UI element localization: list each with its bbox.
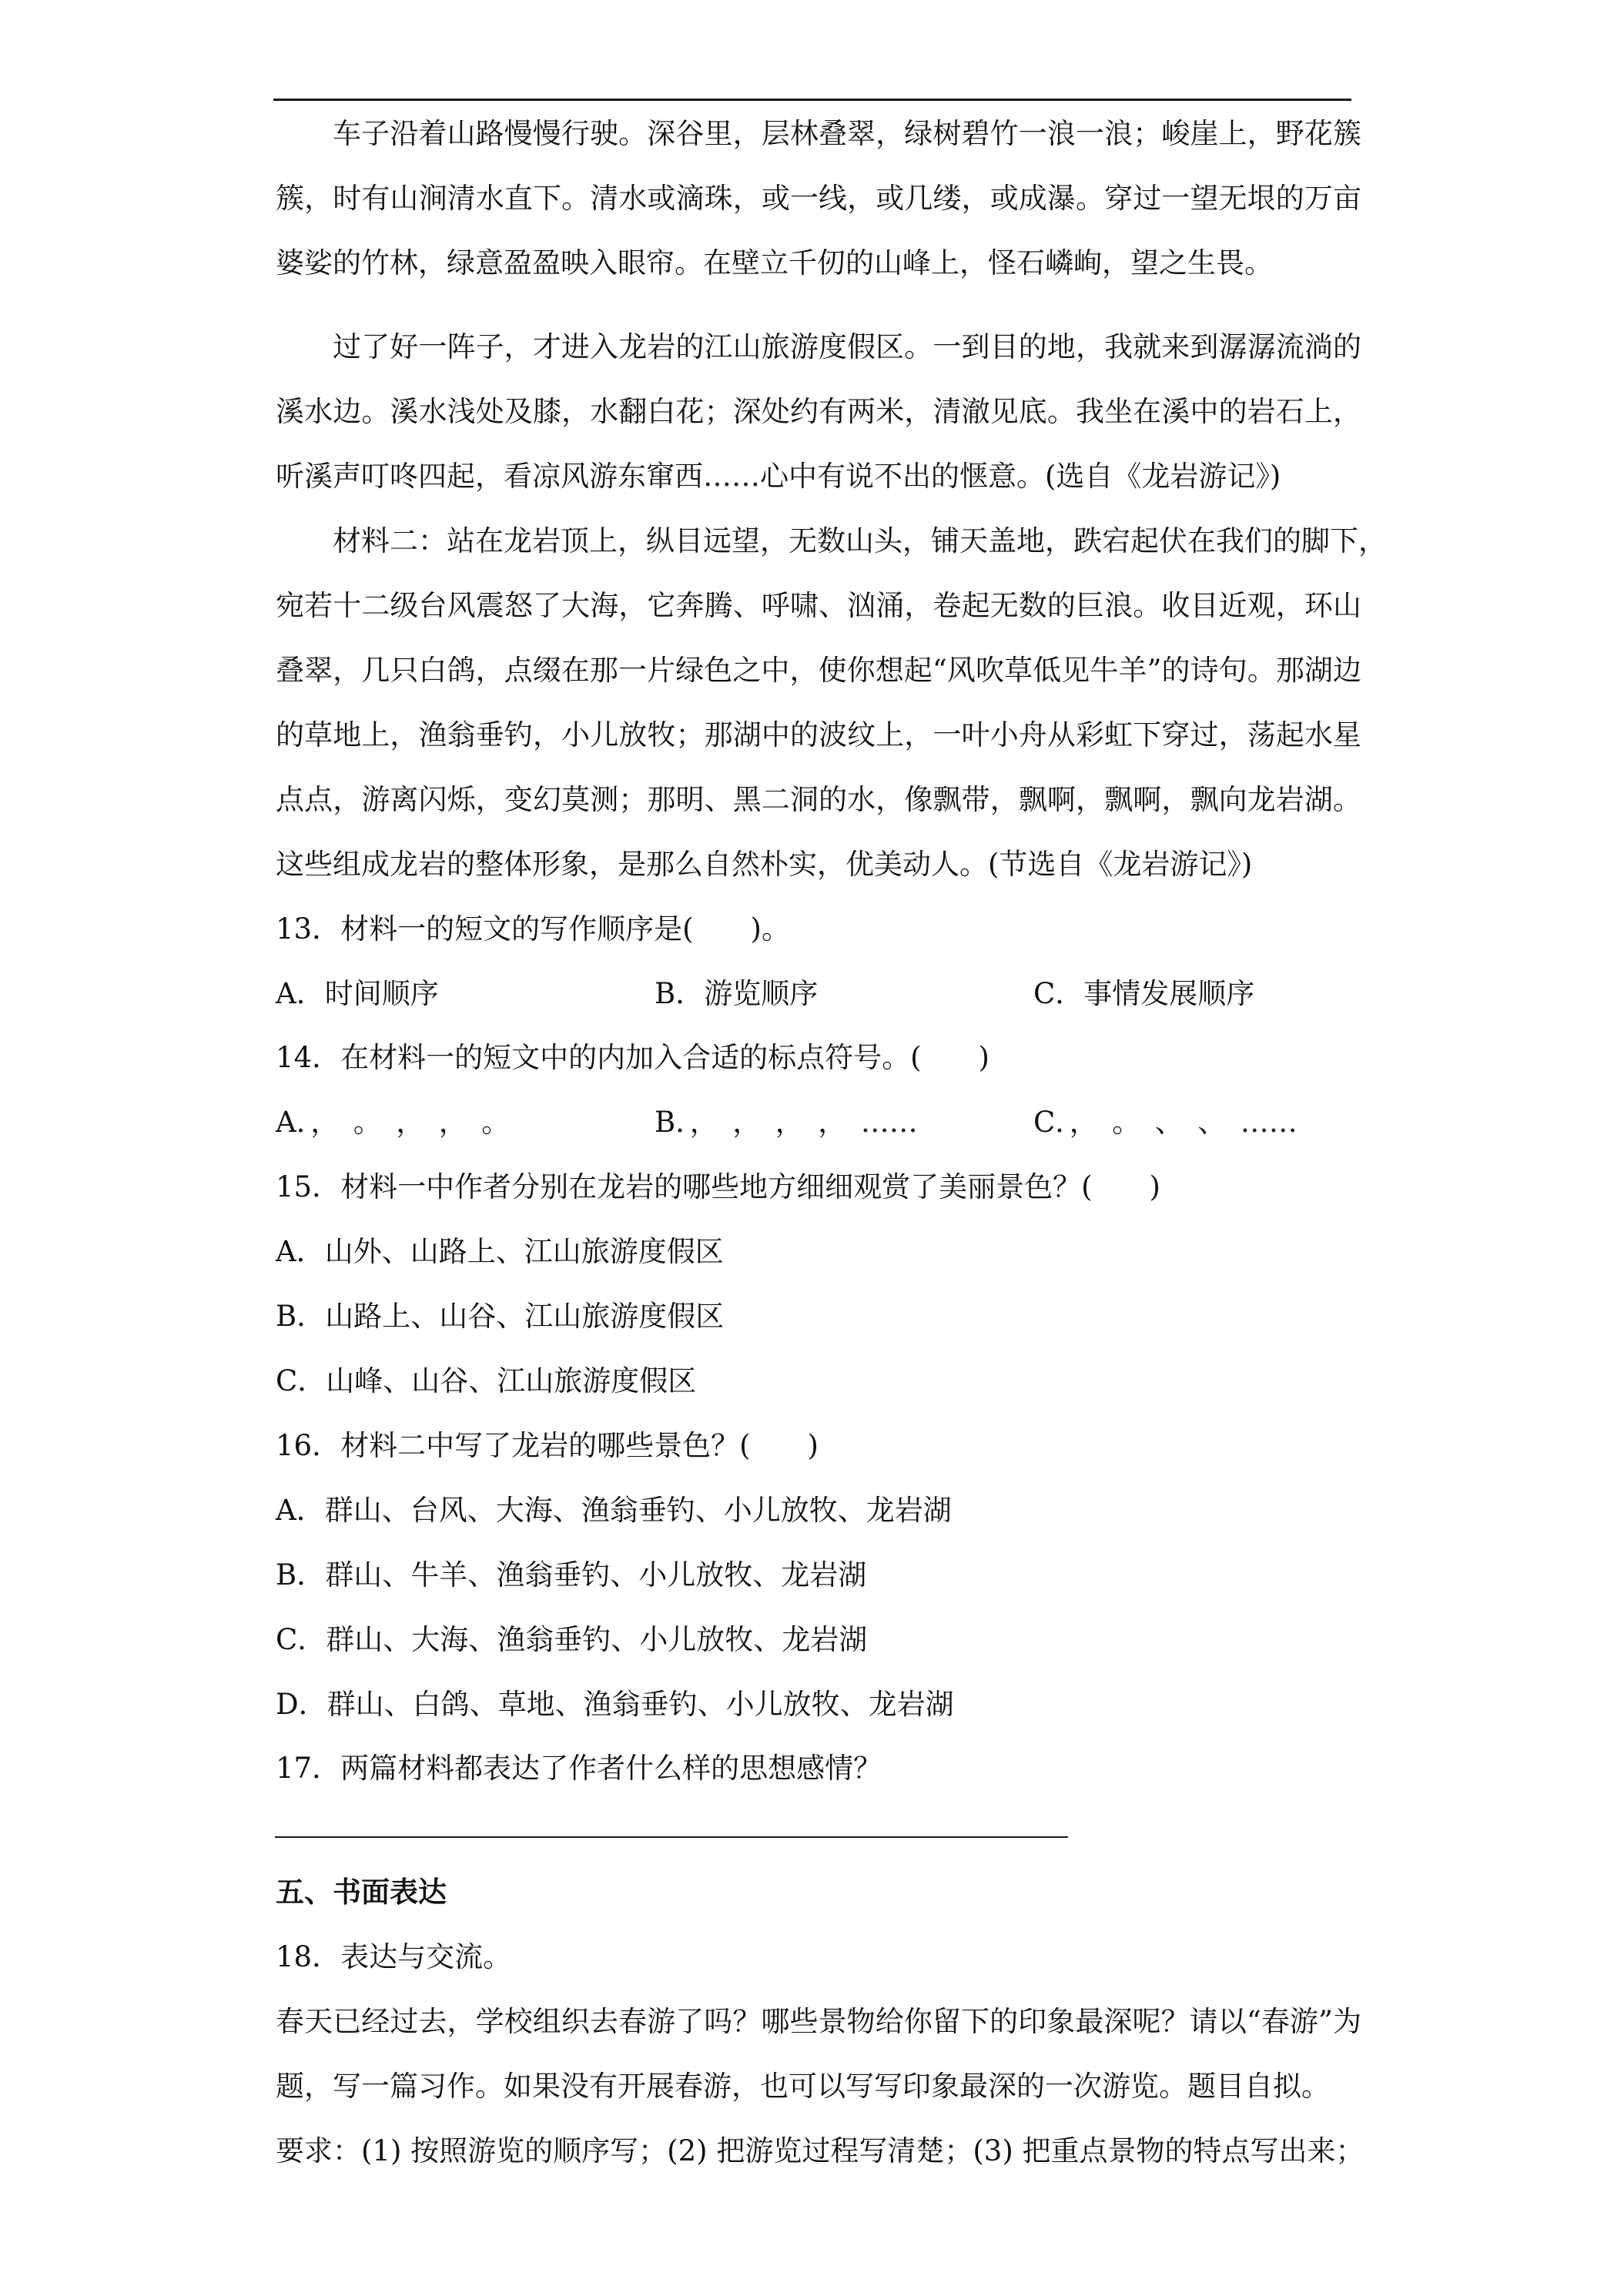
q16-option-d[interactable]: D．群山、白鸽、草地、渔翁垂钓、小儿放牧、龙岩湖 <box>276 1688 954 1721</box>
material1-p1-line1: 车子沿着山路慢慢行驶。深谷里，层林叠翠，绿树碧竹一浪一浪；峻崖上，野花簇 <box>333 117 1361 150</box>
q15-stem: 15．材料一中作者分别在龙岩的哪些地方细细观赏了美丽景色？( ) <box>276 1170 1160 1203</box>
q18-prompt-line1: 春天已经过去，学校组织去春游了吗？哪些景物给你留下的印象最深呢？请以“春游”为 <box>276 2005 1361 2038</box>
q13-option-b[interactable]: B．游览顺序 <box>655 977 819 1010</box>
q15-option-b[interactable]: B．山路上、山谷、江山旅游度假区 <box>276 1300 725 1333</box>
material2-line6: 这些组成龙岩的整体形象，是那么自然朴实，优美动人。(节选自《龙岩游记》) <box>276 848 1253 881</box>
section5-heading: 五、书面表达 <box>276 1876 447 1909</box>
q18-prompt-line2: 题，写一篇习作。如果没有开展春游，也可以写写印象最深的一次游览。题目自拟。 <box>276 2070 1330 2103</box>
q13-option-c[interactable]: C．事情发展顺序 <box>1033 977 1255 1010</box>
q15-option-c[interactable]: C．山峰、山谷、江山旅游度假区 <box>276 1364 697 1397</box>
material2-line5: 点点，游离闪烁，变幻莫测；那明、黑二洞的水，像飘带，飘啊，飘啊，飘向龙岩湖。 <box>276 783 1361 816</box>
q17-answer-line[interactable] <box>275 1836 1068 1838</box>
material2-line1: 材料二：站在龙岩顶上，纵目远望，无数山头，铺天盖地，跌宕起伏在我们的脚下， <box>333 524 1387 557</box>
material1-p2-line1: 过了好一阵子，才进入龙岩的江山旅游度假区。一到目的地，我就来到潺潺流淌的 <box>333 330 1361 363</box>
q18-prompt-line3: 要求：(1) 按照游览的顺序写；(2) 把游览过程写清楚；(3) 把重点景物的特点写出来； <box>276 2134 1364 2167</box>
q14-option-b[interactable]: B．， ， ， ， …… <box>655 1106 918 1139</box>
material1-p1-line2: 簇，时有山涧清水直下。清水或滴珠，或一线，或几缕，或成瀑。穿过一望无垠的万亩 <box>276 182 1361 215</box>
q14-stem: 14．在材料一的短文中的内加入合适的标点符号。( ) <box>276 1041 989 1074</box>
q16-option-b[interactable]: B．群山、牛羊、渔翁垂钓、小儿放牧、龙岩湖 <box>276 1558 867 1591</box>
q16-stem: 16．材料二中写了龙岩的哪些景色？( ) <box>276 1429 819 1462</box>
material2-line2: 宛若十二级台风震怒了大海，它奔腾、呼啸、汹涌，卷起无数的巨浪。收目近观，环山 <box>276 589 1361 622</box>
material1-p2-line2: 溪水边。溪水浅处及膝，水翻白花；深处约有两米，清澈见底。我坐在溪中的岩石上， <box>276 395 1361 428</box>
q15-option-a[interactable]: A．山外、山路上、江山旅游度假区 <box>276 1235 724 1268</box>
q16-option-c[interactable]: C．群山、大海、渔翁垂钓、小儿放牧、龙岩湖 <box>276 1623 868 1656</box>
q18-stem: 18．表达与交流。 <box>276 1940 512 1973</box>
material1-p2-line3: 听溪声叮咚四起，看凉风游东窜西……心中有说不出的惬意。(选自《龙岩游记》) <box>276 460 1281 493</box>
q14-option-c[interactable]: C．， 。 、 、 …… <box>1033 1106 1298 1139</box>
q17-stem: 17．两篇材料都表达了作者什么样的思想感情？ <box>276 1752 882 1785</box>
material1-p1-line3: 婆娑的竹林，绿意盈盈映入眼帘。在壁立千仞的山峰上，怪石嶙峋，望之生畏。 <box>276 246 1273 279</box>
material2-line4: 的草地上，渔翁垂钓，小儿放牧；那湖中的波纹上，一叶小舟从彩虹下穿过，荡起水星 <box>276 718 1361 751</box>
header-divider <box>273 99 1351 101</box>
q16-option-a[interactable]: A．群山、台风、大海、渔翁垂钓、小儿放牧、龙岩湖 <box>276 1494 952 1527</box>
q13-stem: 13．材料一的短文的写作顺序是( )。 <box>276 912 790 946</box>
q14-option-a[interactable]: A．， 。 ， ， 。 <box>276 1106 511 1139</box>
material2-line3: 叠翠，几只白鸽，点缀在那一片绿色之中，使你想起“风吹草低见牛羊”的诗句。那湖边 <box>276 654 1361 687</box>
q13-option-a[interactable]: A．时间顺序 <box>276 977 439 1010</box>
